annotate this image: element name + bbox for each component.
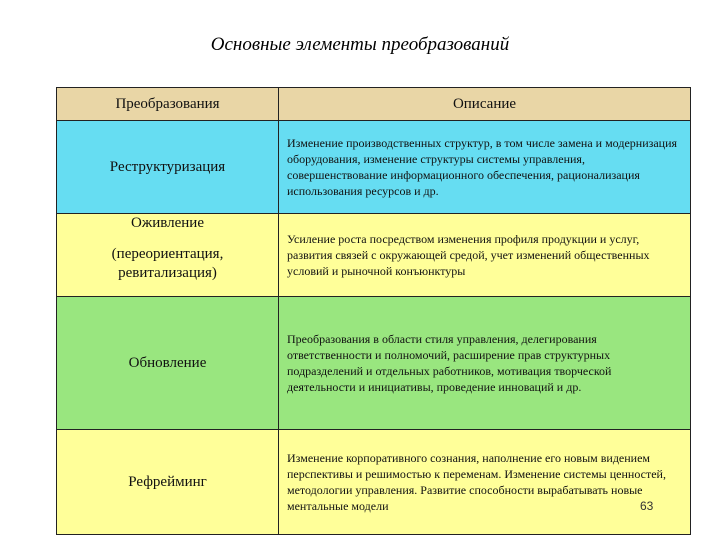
header-description: Описание [279,88,691,121]
table-row [57,297,691,430]
table-row [57,121,691,214]
transformation-name: Оживление [131,214,204,231]
transformation-description: Изменение производственных структур, в том числе замена и модернизация оборудования, изменение структуры системы управления, совершенствование информационного обеспечения, рационализация использования ресурсов и др. [279,121,691,214]
transformation-description: Преобразования в области стиля управления, делегирования ответственности и полномочий, расширение прав структурных подразделений и отдельных работников, мотивация творческой деятельности и инициативы, проведение инноваций и др. [279,297,691,430]
transformations-table [56,87,691,535]
table-header-row [57,88,691,121]
transformation-name: Обновление [128,354,207,371]
transformation-description: Изменение корпоративного сознания, наполнение его новым видением перспективы и решимостью к переменам. Изменение системы ценностей, методологии управления. Развитие способности вырабатывать новые ментальные модели [279,430,691,535]
transformation-name-sub: (переориентация, ревитализация) [111,245,224,281]
row-name-cell [57,214,279,297]
table-row [57,214,691,297]
transformation-description: Усиление роста посредством изменения профиля продукции и услуг, развития связей с окружающей средой, учет изменений общественных условий и рыночной конъюнктуры [279,214,691,297]
row-name-cell [57,121,279,214]
row-name-cell [57,430,279,535]
transformation-name: Рефрейминг [128,473,207,490]
row-name-cell [57,297,279,430]
page-title: Основные элементы преобразований [210,34,510,55]
table-row [57,430,691,535]
transformation-name: Реструктуризация [109,158,226,175]
page-number: 63 [640,499,654,513]
header-transformations: Преобразования [57,88,279,121]
